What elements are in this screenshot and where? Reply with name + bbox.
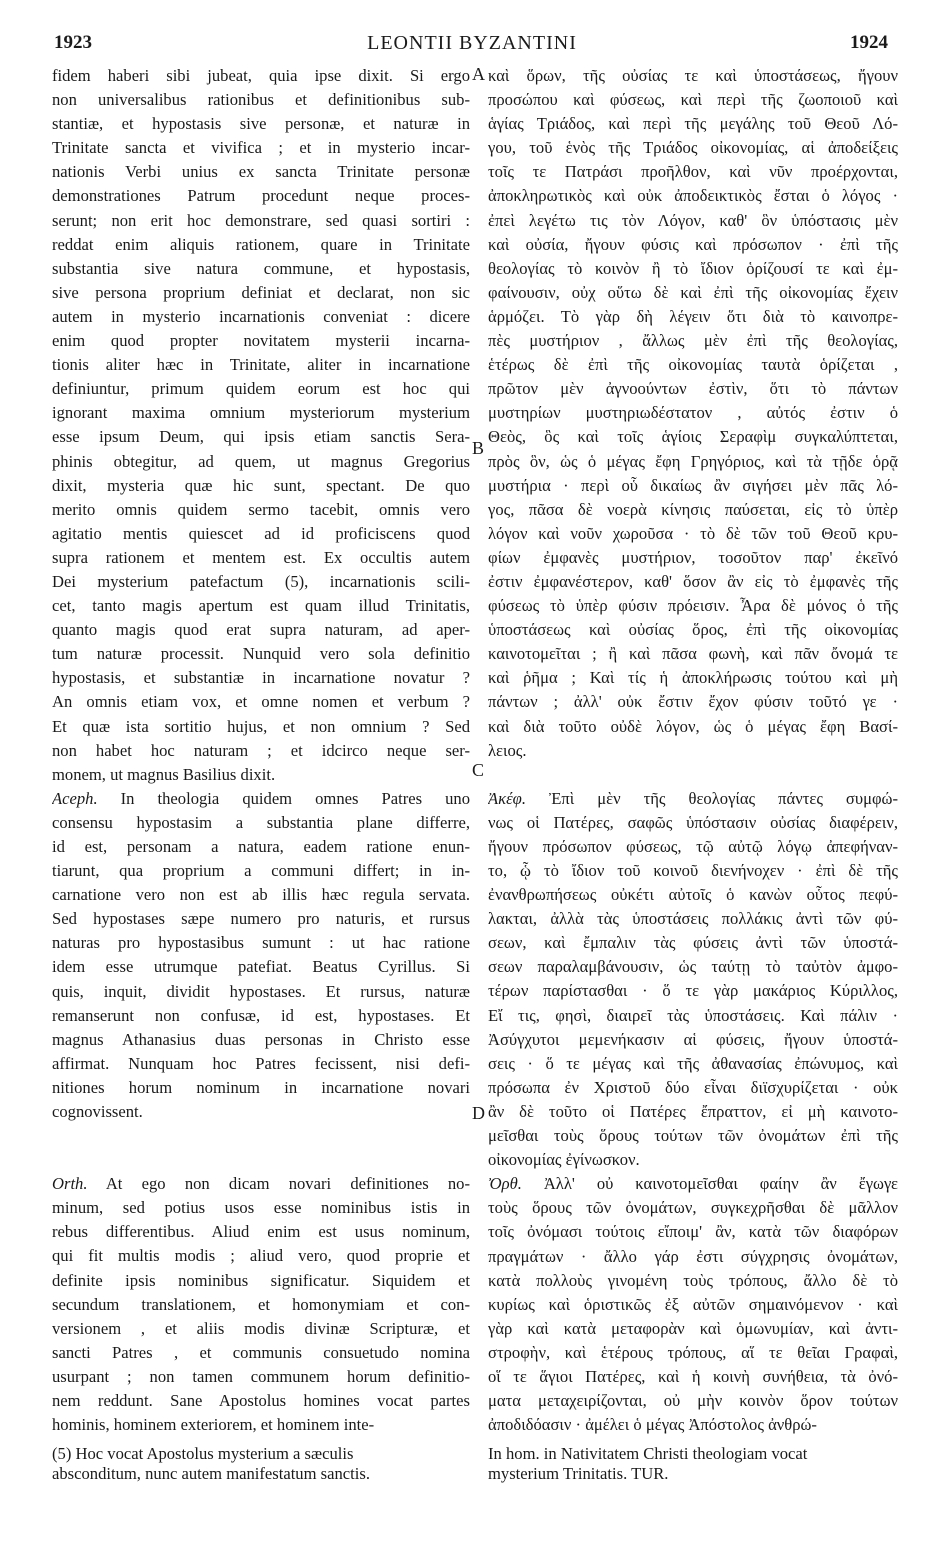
text-line: esse ipsum Deum, qui ipsis etiam sanctis Sera- [52,427,470,447]
text-line: τοῖς τε Πατράσι προῆλθον, καὶ νῦν προέρχονται, [488,162,898,182]
text-line: minum, sed potius usos esse nominibus istis in [52,1198,470,1218]
margin-letter-c: C [472,760,485,780]
text-line: μυστήρια · περὶ οὗ δικαίως ἂν σιγήσει μὲν πᾶς λό- [488,475,898,495]
footnote-line: (5) Hoc vocat Apostolus mysterium a sæculis [52,1444,354,1463]
text-line: ἑτέρως δὲ ἐπὶ τῆς οἰκονομίας ταυτὰ ὁρίζεται , [488,355,898,375]
text-line: καὶ οὐσία, ἤγουν φύσις καὶ πρόσωπον · ἐπὶ τῆς [488,234,898,254]
page-number-left: 1923 [54,32,92,53]
text-line: enim quod propter novitatem mysterii incarna- [52,331,470,351]
text-line: id est, personam a natura, eadem ratione enun- [52,837,470,856]
text-line: καὶ ῥῆμα ; Καὶ τίς ἡ ἀποκλήρωσις τούτου καὶ μὴ [488,668,898,688]
text-line: tiarunt, qua proprium a communi differt; in in- [52,861,470,881]
text-line: πάντων ; ἀλλ' οὐκ ἔστιν ἔχον φύσιν τοῦτό γε · [488,692,898,712]
text-line: θεολογίας τὸ κοινὸν ἢ τὸ ἴδιον ὁρίζουσί τε καὶ ἐμ- [488,258,898,278]
text-line: πρῶτον μὲν ἀγνοούντων ἐστὶν, ὅτι τὸ πάντων [488,379,898,399]
text-line: τέρων παρίστασθαι · ὅ τε γὰρ μακάριος Κύριλλος, [488,981,898,1001]
text-line: serunt; non erit hoc demonstrare, sed quasi sortiri : [52,210,470,230]
footnote-line: mysterium Trinitatis. TUR. [488,1464,669,1483]
text-line: πὲς μυστήριον , ἄλλως μὲν ἐπὶ τῆς θεολογίας, [488,331,898,351]
text-line-content: In theologia quidem omnes Patres uno [120,788,470,808]
text-line: ὑποστάσεως καὶ οὐσίας ὅρος, ἐπὶ τῆς οἰκονομίας [488,620,898,640]
text-line: definiuntur, primum quidem eorum est hoc qui [52,379,470,399]
text-line: nitiones horum nominum in incarnatione novari [52,1077,470,1097]
text-line: Εἴ τις, φησὶ, διαιρεῖ τὰς ὑποστάσεις. Καὶ πάλιν · [488,1005,898,1025]
text-line: sive persona proprium definiat et declarat, non sic [52,282,470,302]
text-line: sancti Patres , et communis consuetudo nomina [52,1342,470,1362]
text-line: μυστηρίων μυστηριωδέστατον , αὐτός ἐστιν ὁ [488,403,898,423]
text-line: merito omnis quidem sermo tacebit, omnis vero [52,499,470,519]
text-line: καὶ διὰ τοῦτο οὐδὲ λόγον, ὡς ὁ μέγας ἔφη Βασί- [488,716,898,736]
text-line: σεων, καὶ ἔμπαλιν τὰς φύσεις ἀντὶ τῶν ὑποστά- [488,933,898,953]
text-line: ἂν δὲ τοῦτο οἱ Πατέρες ἔπραττον, εἰ μὴ καινοτο- [488,1101,898,1121]
text-line: cognovissent. [52,1102,143,1122]
text-line: demonstrationes Patrum procedunt neque proces- [52,186,470,206]
text-line: ἤγουν πρόσωπον φύσεως, τῷ αὐτῷ λόγῳ ἀπεφήναν- [488,836,898,856]
text-line: πρόσωπα ἐν Χριστοῦ δύο εἶναι διϊσχυρίζεται · οὐκ [488,1077,898,1097]
text-line [52,1172,470,1196]
text-line: quis, inquit, dividit hypostases. Et rursus, naturæ [52,981,470,1001]
text-line: naturas pro hypostasibus sumunt : ut hac ratione [52,933,470,953]
text-line: substantia sive natura commune, et hypostasis, [52,258,470,278]
footnote-right [488,1444,898,1484]
text-line: cet, tanto magis apertum est quam illud Trinitatis, [52,596,470,616]
text-line [52,787,470,811]
text-line: σεων παραλαμβάνουσιν, ὡς ταύτῃ τὸ ταὐτὸν ἀμφο- [488,957,898,977]
text-line: ἀποδιδόασιν · ἀμέλει ὁ μέγας Ἀπόστολος ἀνθρώ- [488,1415,817,1435]
latin-block-1 [52,64,470,787]
text-line: non universalibus rationibus et definitionibus sub- [52,90,470,110]
footnote-left [52,1444,470,1484]
text-line: supra rationem et mentem est. Ex occultis autem [52,547,470,567]
text-line: An omnis etiam vox, et omne nomen et verbum ? [52,692,470,712]
text-line: κυρίως καὶ ὁριστικῶς ἐξ αὐτῶν σημαινόμενον · καὶ [488,1294,898,1314]
text-line: idem esse utrumque patefiat. Beatus Cyrillus. Si [52,957,470,977]
footnote-line: absconditum, nunc autem manifestatum sanctis. [52,1464,370,1483]
text-line: Ἀσύγχυτοι μεμενήκασιν αἱ φύσεις, ἤγουν ὑποστά- [488,1029,898,1049]
speaker-label: Ὀρθ. [488,1174,522,1194]
margin-letter-b: B [472,438,485,458]
text-line: λόγον καὶ νοῦν χωροῦσα · τὸ δὲ τῶν τοῦ Θεοῦ κρυ- [488,523,898,543]
text-line: φύσεως τὸ ὑπὲρ φύσιν πρόεισιν. Ἆρα δὲ μόνος ὁ τῆς [488,596,898,616]
text-line: fidem haberi sibi jubeat, quia ipse dixit. Si ergo [52,66,470,85]
text-line: φαίνουσιν, οὐχ οὕτω δὲ καὶ ἐπὶ τῆς οἰκονομίας ἔχειν [488,282,898,302]
text-line: phinis obtegitur, ad quem, ut magnus Gregorius [52,451,470,471]
text-line: Sed hypostases sæpe numero pro naturis, et rursus [52,909,470,929]
running-title: LEONTII BYZANTINI [367,32,577,54]
page-header [0,32,944,62]
text-line: affirmat. Nunquam hoc Patres fecissent, nisi defi- [52,1053,470,1073]
text-line: γου, τοῦ ἑνὸς τῆς Τριάδος οἰκονομίας, αἱ ἀποδείξεις [488,138,898,158]
text-line: Et quæ ista sortitio hujus, et non omnium ? Sed [52,716,470,736]
text-line: reddat enim aliquis rationem, quare in Trinitate [52,234,470,254]
text-line: rebus differentibus. Aliud enim est usus nominum, [52,1222,470,1242]
text-line-content: Ἐπὶ μὲν τῆς θεολογίας πάντες συμφώ- [548,788,898,808]
greek-block-3 [488,1172,898,1437]
text-line: quanto magis quod erat supra naturam, ad aper- [52,620,470,640]
text-line: στροφὴν, καὶ ἑτέρους τρόπους, αἵ τε θεῖαι Γραφαὶ, [488,1342,898,1362]
speaker-label: Aceph. [52,788,98,808]
text-line-content: Ἀλλ' οὐ καινοτομεῖσθαι φαίην ἂν ἔγωγε [543,1174,898,1194]
latin-block-2 [52,787,470,1124]
text-line: Θεὸς, ὃς καὶ τοῖς ἁγίοις Σεραφὶμ συγκαλύπτεται, [488,427,898,447]
text-line: nem reddunt. Sane Apostolus homines vocat partes [52,1390,470,1410]
text-line [488,787,898,811]
text-line: ἁγίας Τριάδος, καὶ περὶ τῆς μεγάλης τοῦ Θεοῦ Λό- [488,114,898,134]
text-line: ἐνανθρωπήσεως οὐκέτι αὐτοῖς ὁ κανὼν οὗτος πεφύ- [488,885,898,905]
text-line: tionis aliter hæc in Trinitate, aliter in incarnatione [52,355,470,375]
text-line: προσώπου καὶ φύσεως, καὶ περὶ τῆς ζωοποιοῦ καὶ [488,90,898,110]
speaker-label: Orth. [52,1174,88,1194]
text-line: qui fit multis modis ; aliud vero, quod proprie et [52,1246,470,1266]
text-line: το, ᾧ τὸ ἴδιον τοῦ κοινοῦ διενήνοχεν · ἐπὶ δὲ τῆς [488,861,898,880]
text-line: versionem , et aliis modis divinæ Scripturæ, et [52,1318,470,1338]
text-line: definite ipsis nominibus significatur. Siquidem et [52,1270,470,1290]
text-line: ignorant maxima omnium mysteriorum mysterium [52,403,470,423]
text-line: usurpant ; non tamen communem horum definitio- [52,1366,470,1386]
margin-letter-d: D [472,1103,485,1123]
text-line: dixit, mysteria quæ hic sunt, spectant. De quo [52,475,470,495]
text-line: remanserunt non confusæ, id est, hypostases. Et [52,1005,470,1025]
footnote-line: In hom. in Nativitatem Christi theologiam vocat [488,1444,808,1463]
greek-column [488,64,898,1437]
text-line: consensu hypostasim a substantia plane differre, [52,812,470,832]
text-line: magnus Athanasius duas personas in Christo esse [52,1029,470,1049]
text-line: Trinitate sancta et vivifica ; et in mysterio incar- [52,138,470,158]
speaker-label: Ἀκέφ. [488,788,526,808]
text-line: nationis Verbi unius ex sancta Trinitate personæ [52,162,470,182]
text-line: οἰκονομίας ἐγίνωσκον. [488,1150,640,1170]
latin-column [52,64,470,1437]
text-line: πραγμάτων · ἄλλο γάρ ἐστι σύγχρησις ὀνομάτων, [488,1246,898,1266]
text-line: ἀποκληρωτικὸς καὶ οὐκ ἀποδεικτικὸς ἔσται ὁ λόγος · [488,186,898,206]
text-line: Dei mysterium patefactum (5), incarnationis scili- [52,571,470,591]
text-line: secundum translationem, et homonymiam et con- [52,1294,470,1314]
text-line: λειος. [488,740,527,760]
text-line: σεις · ὅ τε μέγας καὶ τῆς ἀθανασίας ἐπώνυμος, καὶ [488,1053,898,1073]
latin-block-3 [52,1172,470,1437]
text-line: ἁρμόζει. Τὸ γὰρ δὴ λέγειν ὅτι διὰ τὸ καινοπρε- [488,306,898,326]
text-line: autem in mysterio incarnationis conveniat : dicere [52,306,470,326]
text-line: τοὺς ὅρους τῶν ὀνομάτων, συγκεχρῆσθαι δὲ μᾶλλον [488,1198,898,1218]
text-line: τοῖς ὀνόμασι τούτοις εἴποιμ' ἂν, κατὰ τῶν διαφόρων [488,1222,898,1242]
text-line: λακται, ἀλλὰ τὰς ὑποστάσεις πολλάκις ἀντὶ τῶν φύ- [488,909,898,929]
page-number-right: 1924 [850,32,888,53]
text-line: γὰρ καὶ κατὰ μεταφορὰν καὶ ὁμωνυμίαν, καὶ ἀντι- [488,1318,898,1338]
text-line: πρὸς ὃν, ὡς ὁ μέγας ἔφη Γρηγόριος, καὶ τὰ τῇδε ὁρᾷ [488,451,898,471]
greek-block-2 [488,787,898,1173]
text-line: κατὰ πολλοὺς γινομένη τοὺς τρόπους, ἄλλο δὲ τὸ [488,1270,898,1290]
text-line [488,1172,898,1196]
text-line: monem, ut magnus Basilius dixit. [52,764,276,784]
text-line: tum naturæ processit. Nunquid vero sola definitio [52,644,470,664]
text-line: ἐστιν ἐμφανέστερον, καθ' ὅσον ἂν εἰς τὸ ἐμφανὲς τῆς [488,571,898,591]
text-line: γος, πᾶσα δὲ νοερὰ κίνησις παύσεται, εἰς τὸ ὑπὲρ [488,499,898,519]
text-line: καὶ ὅρων, τῆς οὐσίας τε καὶ ὑποστάσεως, ἤγουν [488,66,898,85]
text-line: hypostasis, et substantiæ in incarnatione novatur ? [52,668,470,688]
text-line: φίων ἐμφανὲς μυστήριον, τοσοῦτον παρ' ἐκεῖνό [488,547,898,567]
text-line: agitatio mentis quiescet ad id proficiscens quod [52,523,470,543]
text-line: μεῖσθαι τοὺς ὅρους τούτων τῶν ὀνομάτων ἐπὶ τῆς [488,1126,898,1146]
text-line: carnatione vero non est ab illis hæc regula servata. [52,885,470,905]
text-line: καινοτομεῖται ; ἢ καὶ πᾶσα φωνὴ, καὶ πᾶν ὄνομά τε [488,644,898,664]
text-line: hominis, hominem exteriorem, et hominem inte- [52,1415,375,1435]
text-line: ἐπεὶ λεγέτω τις τὸν Λόγον, καθ' ὃν ὑπόστασις μὲν [488,210,898,230]
greek-block-1 [488,64,898,763]
text-line: non habet hoc naturam ; et idcirco neque ser- [52,740,470,760]
text-line: νως οἱ Πατέρες, σαφῶς ὑπόστασιν οὐσίας διαφέρειν, [488,812,898,832]
text-line: ματα μεταχειρίζονται, οὐ μὴν κοινὸν ὅρον τούτων [488,1391,898,1411]
text-line: οἵ τε ἅγιοι Πατέρες, καὶ ἡ κοινὴ συνήθεια, τὰ ὀνό- [488,1366,898,1386]
margin-letter-a: A [472,64,485,84]
text-line-content: At ego non dicam novari definitiones no- [105,1174,470,1194]
text-line: stantiæ, et hypostasis sive personæ, et naturæ in [52,114,470,134]
